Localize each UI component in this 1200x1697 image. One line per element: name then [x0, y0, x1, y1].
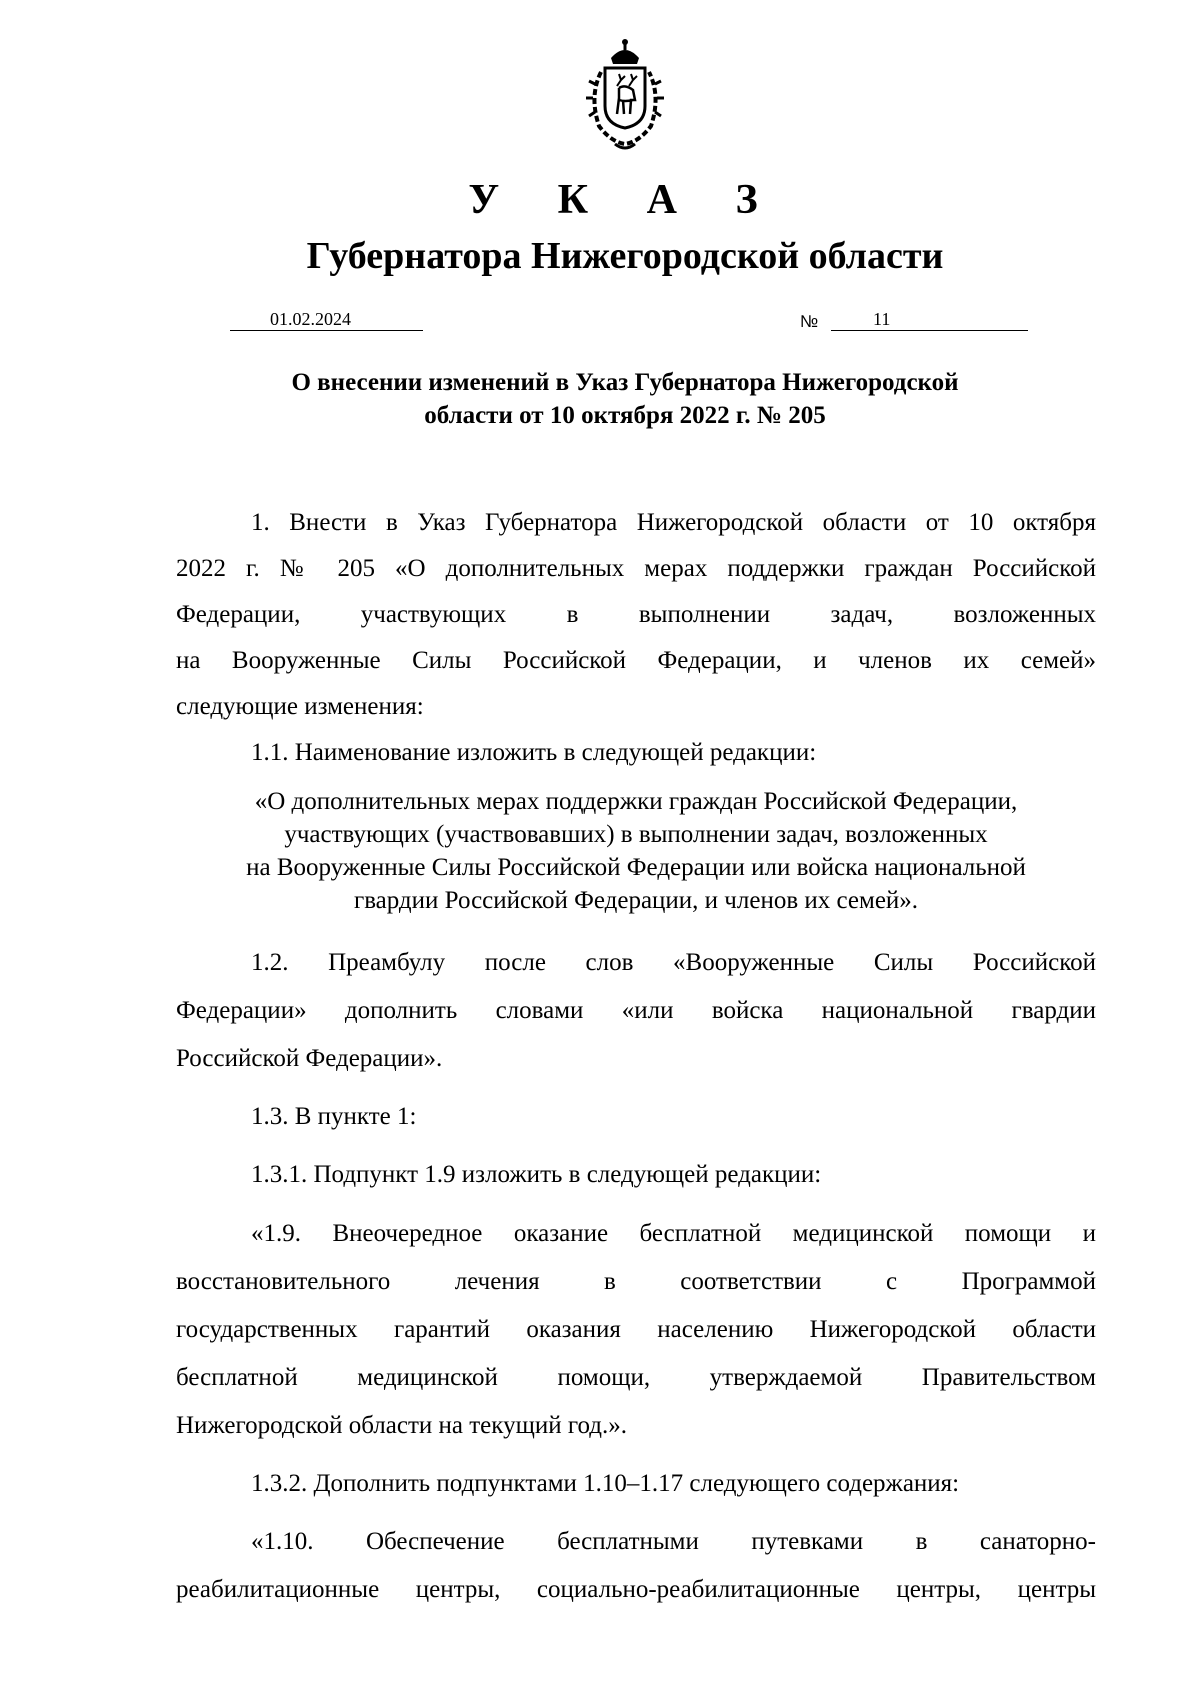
- quote-line: на Вооруженные Силы Российской Федерации или войска национальной: [246, 854, 1026, 881]
- paragraph-1-line: на Вооруженные Силы Российской Федерации, и членов их семей»: [176, 647, 1096, 674]
- document-heading: [0, 366, 1200, 432]
- quote-line: участвующих (участвовавших) в выполнении задач, возложенных: [284, 821, 988, 848]
- subparagraph-1-9-line: Нижегородской области на текущий год.».: [176, 1412, 627, 1439]
- subparagraph-1-9-line: восстановительного лечения в соответствии с Программой: [176, 1268, 1096, 1295]
- subparagraph-1-10-line: «1.10. Обеспечение бесплатными путевками в санаторно-: [251, 1528, 1096, 1555]
- quoted-title: [176, 785, 1096, 917]
- paragraph-1-line: Федерации, участвующих в выполнении задач, возложенных: [176, 601, 1096, 628]
- paragraph-1-1: 1.1. Наименование изложить в следующей редакции:: [251, 739, 817, 766]
- quote-line: «О дополнительных мерах поддержки граждан Российской Федерации,: [254, 788, 1018, 815]
- paragraph-1-line: 2022 г. № 205 «О дополнительных мерах поддержки граждан Российской: [176, 555, 1096, 582]
- issuer-title: Губернатора Нижегородской области: [306, 235, 944, 277]
- document-date: 01.02.2024: [230, 308, 423, 331]
- paragraph-1-3-1: 1.3.1. Подпункт 1.9 изложить в следующей редакции:: [251, 1161, 822, 1188]
- paragraph-1-2-line: Федерации» дополнить словами «или войска национальной гвардии: [176, 997, 1096, 1024]
- quote-line: гвардии Российской Федерации, и членов их семей».: [353, 887, 919, 914]
- subparagraph-1-9-line: «1.9. Внеочередное оказание бесплатной медицинской помощи и: [251, 1220, 1096, 1247]
- document-type-title: У К А З: [468, 177, 782, 223]
- heading-line: области от 10 октября 2022 г. № 205: [424, 402, 826, 429]
- subparagraph-1-10-line: реабилитационные центры, социально-реабилитационные центры, центры: [176, 1576, 1096, 1603]
- paragraph-1-3: 1.3. В пункте 1:: [251, 1103, 417, 1130]
- subparagraph-1-9-line: бесплатной медицинской помощи, утверждаемой Правительством: [176, 1364, 1096, 1391]
- document-number: 11: [831, 308, 1028, 331]
- paragraph-1-line: следующие изменения:: [176, 693, 424, 720]
- paragraph-1-2-line: 1.2. Преамбулу после слов «Вооруженные Силы Российской: [251, 949, 1096, 976]
- heading-line: О внесении изменений в Указ Губернатора Нижегородской: [291, 369, 959, 396]
- number-label: №: [800, 312, 819, 331]
- paragraph-1-2-line: Российской Федерации».: [176, 1045, 443, 1072]
- paragraph-1-line: 1. Внести в Указ Губернатора Нижегородской области от 10 октября: [251, 509, 1096, 536]
- subparagraph-1-9-line: государственных гарантий оказания населению Нижегородской области: [176, 1316, 1096, 1343]
- paragraph-1-3-2: 1.3.2. Дополнить подпунктами 1.10–1.17 следующего содержания:: [251, 1470, 960, 1497]
- coat-of-arms-icon: [575, 36, 675, 156]
